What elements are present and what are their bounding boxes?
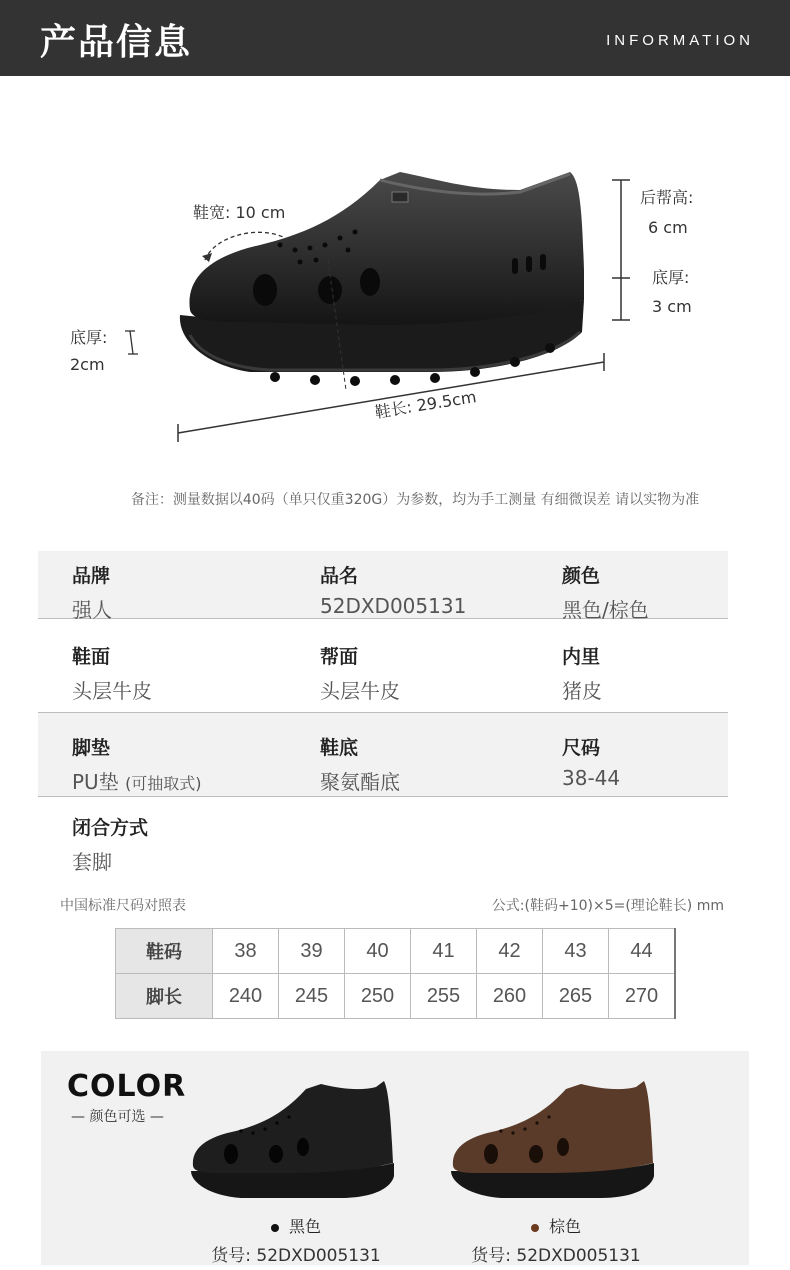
color-variant-brown[interactable] bbox=[456, 1214, 656, 1266]
variant-label: 黑色 bbox=[288, 1217, 321, 1236]
spec-row bbox=[38, 797, 728, 879]
row-header: 鞋码 bbox=[116, 929, 213, 974]
spec-value: 强人 bbox=[72, 598, 112, 622]
rear-sole-label: 底厚: bbox=[652, 268, 690, 287]
black-shoe-image bbox=[191, 1081, 394, 1198]
shoe-dimension-diagram bbox=[0, 150, 790, 450]
section-title: 产品信息 bbox=[40, 22, 193, 63]
spec-table bbox=[38, 551, 728, 879]
variant-code: 货号: 52DXD005131 bbox=[211, 1246, 381, 1266]
foot-length-row bbox=[116, 974, 676, 1019]
spec-value: 头层牛皮 bbox=[72, 679, 152, 703]
insole-note: (可抽取式) bbox=[125, 774, 202, 793]
length-cell: 265 bbox=[543, 974, 609, 1019]
size-chart-table bbox=[115, 928, 676, 1019]
size-cell: 38 bbox=[213, 929, 279, 974]
spec-product-name bbox=[320, 561, 466, 618]
spec-value: 黑色/棕色 bbox=[562, 598, 649, 622]
brown-shoe-image bbox=[451, 1081, 654, 1198]
variant-code: 货号: 52DXD005131 bbox=[471, 1246, 641, 1266]
color-swatch-dot bbox=[271, 1224, 279, 1232]
spec-lining bbox=[562, 642, 602, 704]
color-shoe-images bbox=[41, 1051, 749, 1201]
spec-value: 52DXD005131 bbox=[320, 594, 467, 618]
rear-sole-value: 3 cm bbox=[652, 297, 692, 316]
length-cell: 270 bbox=[609, 974, 676, 1019]
spec-value bbox=[72, 766, 202, 795]
color-heading: COLOR bbox=[67, 1069, 187, 1104]
spec-row bbox=[38, 551, 728, 622]
size-cell: 44 bbox=[609, 929, 676, 974]
shoe-length-label: 鞋长: 29.5cm bbox=[373, 387, 478, 422]
spec-key: 帮面 bbox=[320, 646, 359, 668]
spec-size-range bbox=[562, 733, 620, 790]
variant-label: 棕色 bbox=[548, 1217, 581, 1236]
section-header bbox=[0, 0, 790, 76]
spec-key: 颜色 bbox=[562, 565, 601, 587]
size-cell: 39 bbox=[279, 929, 345, 974]
size-formula: 公式:(鞋码+10)×5=(理论鞋长) mm bbox=[491, 898, 724, 914]
spec-key: 品牌 bbox=[72, 565, 111, 587]
spec-key: 品名 bbox=[320, 565, 359, 587]
spec-row bbox=[38, 619, 728, 713]
spec-key: 鞋面 bbox=[72, 646, 111, 668]
variant-name bbox=[196, 1214, 396, 1237]
size-chart-title: 中国标准尺码对照表 bbox=[60, 898, 186, 914]
color-options bbox=[41, 1051, 749, 1265]
spec-outsole bbox=[320, 733, 400, 795]
size-cell: 42 bbox=[477, 929, 543, 974]
variant-name bbox=[456, 1214, 656, 1237]
spec-row bbox=[38, 713, 728, 797]
spec-upper bbox=[72, 642, 152, 704]
front-sole-value: 2cm bbox=[70, 355, 105, 374]
spec-vamp bbox=[320, 642, 400, 704]
heel-height-label: 后帮高: bbox=[640, 188, 694, 207]
color-subheading: — 颜色可选 — bbox=[71, 1109, 164, 1125]
spec-key: 鞋底 bbox=[320, 737, 359, 759]
heel-height-value: 6 cm bbox=[648, 218, 688, 237]
spec-value: 38-44 bbox=[562, 766, 621, 790]
spec-key: 尺码 bbox=[562, 737, 601, 759]
spec-key: 闭合方式 bbox=[72, 817, 149, 839]
length-cell: 255 bbox=[411, 974, 477, 1019]
color-variant-black[interactable] bbox=[196, 1214, 396, 1266]
row-header: 脚长 bbox=[116, 974, 213, 1019]
front-sole-label: 底厚: bbox=[70, 328, 108, 347]
length-cell: 250 bbox=[345, 974, 411, 1019]
color-swatch-dot bbox=[531, 1224, 539, 1232]
measurement-note: 备注：测量数据以40码（单只仅重320G）为参数，均为手工测量 有细微误差 请以实物为准 bbox=[130, 492, 700, 508]
spec-closure bbox=[72, 813, 148, 875]
spec-key: 脚垫 bbox=[72, 737, 111, 759]
spec-brand bbox=[72, 561, 112, 623]
spec-key: 内里 bbox=[562, 646, 601, 668]
shoe-width-label: 鞋宽: 10 cm bbox=[193, 203, 286, 222]
length-cell: 245 bbox=[279, 974, 345, 1019]
spec-value: 套脚 bbox=[72, 850, 112, 874]
spec-color bbox=[562, 561, 649, 623]
size-cell: 41 bbox=[411, 929, 477, 974]
section-subtitle: INFORMATION bbox=[606, 32, 754, 49]
size-cell: 43 bbox=[543, 929, 609, 974]
shoe-size-row bbox=[116, 929, 676, 974]
size-cell: 40 bbox=[345, 929, 411, 974]
length-cell: 260 bbox=[477, 974, 543, 1019]
spec-insole bbox=[72, 733, 202, 795]
insole-value: PU垫 bbox=[72, 770, 119, 794]
spec-value: 头层牛皮 bbox=[320, 679, 400, 703]
spec-value: 聚氨酯底 bbox=[320, 770, 400, 794]
length-cell: 240 bbox=[213, 974, 279, 1019]
spec-value: 猪皮 bbox=[562, 679, 602, 703]
